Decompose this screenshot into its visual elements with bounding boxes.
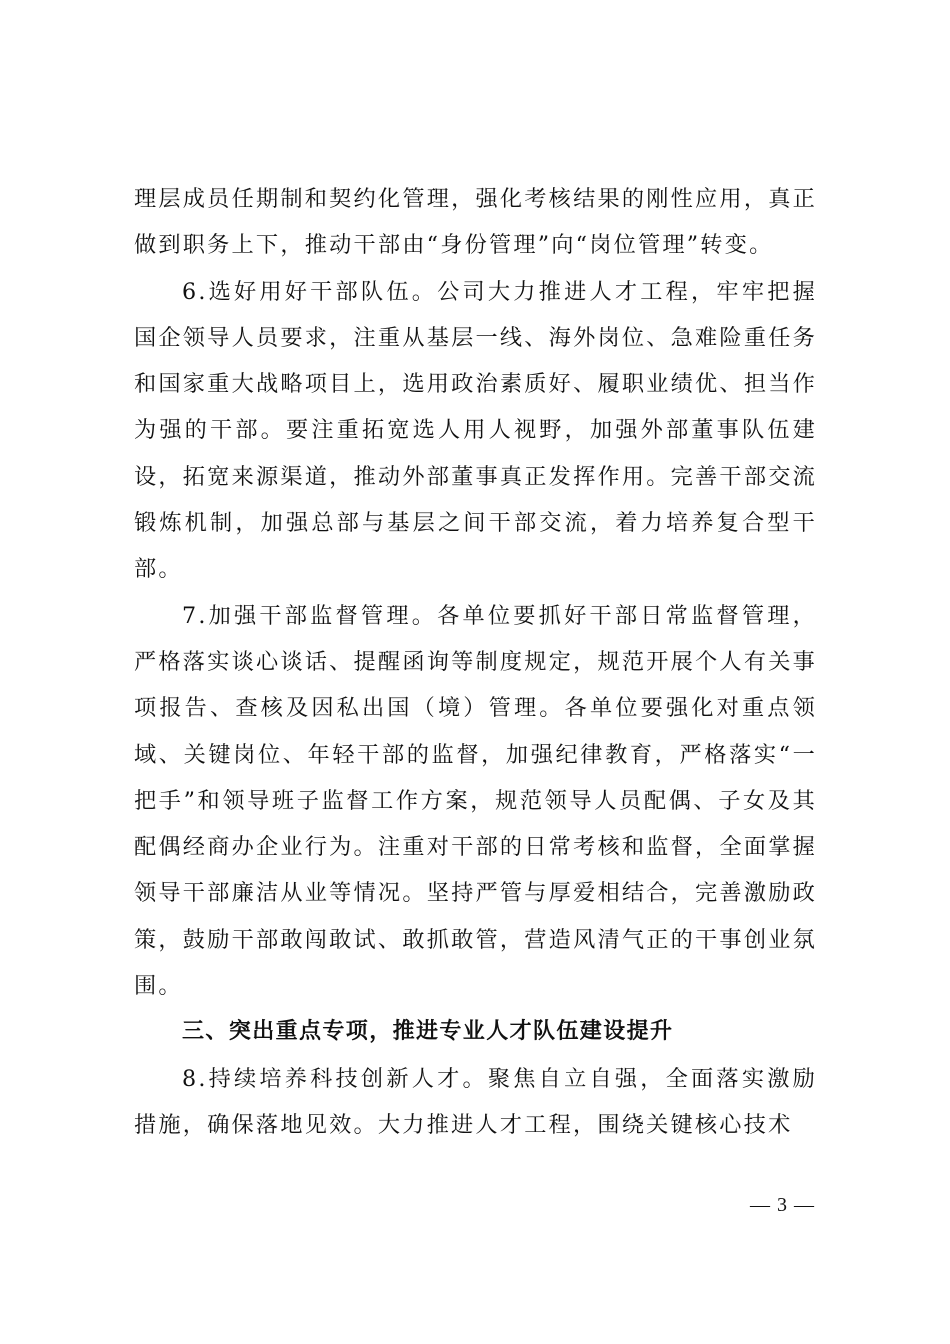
section-heading: 三、突出重点专项，推进专业人才队伍建设提升 [182,1019,674,1045]
page-number: — 3 — [750,1194,815,1216]
document-body [134,176,817,1148]
paragraph-item-6: 6.选好用好干部队伍。公司大力推进人才工程，牢牢把握国企领导人员要求，注重从基层一线、海外岗位、急难险重任务和国家重大战略项目上，选用政治素质好、履职业绩优、担当作为强的干部。要注重拓宽选人用人视野，加强外部董事队伍建设，拓宽来源渠道，推动外部董事真正发挥作用。完善干部交流锻炼机制，加强总部与基层之间干部交流，着力培养复合型干部。 [134,278,817,583]
paragraph-continuation: 理层成员任期制和契约化管理，强化考核结果的刚性应用，真正做到职务上下，推动干部由“身份管理”向“岗位管理”转变。 [134,186,817,259]
paragraph-item-7: 7.加强干部监督管理。各单位要抓好干部日常监督管理，严格落实谈心谈话、提醒函询等制度规定，规范开展个人有关事项报告、查核及因私出国（境）管理。各单位要强化对重点领域、关键岗位、年轻干部的监督，加强纪律教育，严格落实“一把手”和领导班子监督工作方案，规范领导人员配偶、子女及其配偶经商办企业行为。注重对干部的日常考核和监督，全面掌握领导干部廉洁从业等情况。坚持严管与厚爱相结合，完善激励政策，鼓励干部敢闯敢试、敢抓敢管，营造风清气正的干事创业氛围。 [134,602,817,1000]
paragraph-item-8: 8.持续培养科技创新人才。聚焦自立自强，全面落实激励措施，确保落地见效。大力推进人才工程，围绕关键核心技术 [134,1065,817,1138]
